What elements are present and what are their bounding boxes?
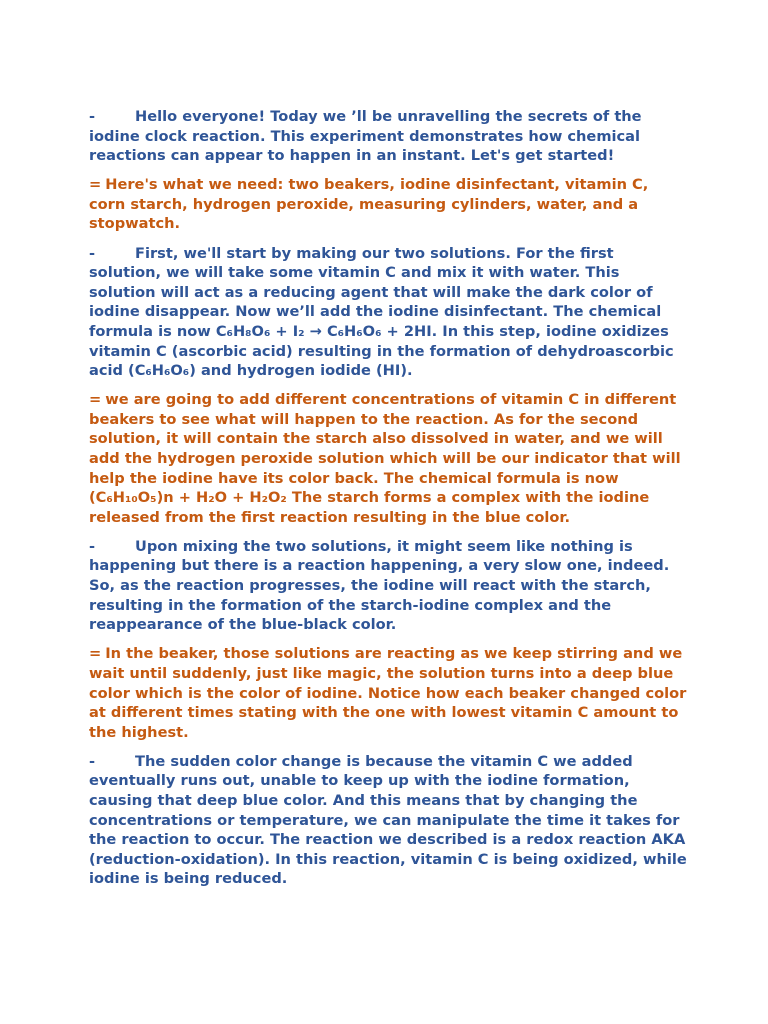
dash-marker: - xyxy=(89,244,96,262)
paragraph-text: we are going to add different concentrations of vitamin C in different beakers to see what will happen to the reaction. As for the second solution, it will contain the starch also dissolved in water, and we will add the hydrogen peroxide solution which will be our indicator that will help the iodine have its color back. The chemical formula is now (C₆H₁₀O₅)n + H₂O + H₂O₂ The starch forms a complex with the iodine released from the first reaction resulting in the blue color. xyxy=(89,391,681,526)
paragraph-beaker xyxy=(89,644,689,742)
document-page xyxy=(89,107,689,898)
paragraph-materials xyxy=(89,175,689,234)
paragraph-text: The sudden color change is because the vitamin C we added eventually runs out, unable to keep up with the iodine formation, causing that deep blue color. And this means that by changing the concentrations or temperature, we can manipulate the time it takes for the reaction to occur. The reaction we described is a redox reaction AKA (reduction-oxidation). In this reaction, vitamin C is being oxidized, while iodine is being reduced. xyxy=(89,752,687,888)
paragraph-explanation xyxy=(89,752,689,889)
dash-marker: - xyxy=(89,108,96,125)
paragraph-text: Upon mixing the two solutions, it might seem like nothing is happening but there is a reaction happening, a very slow one, indeed. So, as the reaction progresses, the iodine will react with the starch, resulting in the formation of the starch-iodine complex and the reappearance of the blue-black color. xyxy=(89,537,670,634)
equals-marker: = xyxy=(89,645,102,663)
paragraph-text: First, we'll start by making our two solutions. For the first solution, we will take some vitamin C and mix it with water. This solution will act as a reducing agent that will make the dark color of iodine disappear. Now we’ll add the iodine disinfectant. The chemical formula is now C₆H₈O₆ + I₂ → C₆H₆O₆ + 2HI. In this step, iodine oxidizes vitamin C (ascorbic acid) resulting in the formation of dehydroascorbic acid (C₆H₆O₆) and hydrogen iodide (HI). xyxy=(89,244,674,380)
paragraph-text: In the beaker, those solutions are reacting as we keep stirring and we wait until suddenly, just like magic, the solution turns into a deep blue color which is the color of iodine. Notice how each beaker changed color at different times stating with the one with lowest vitamin C amount to the highest. xyxy=(89,645,687,741)
paragraph-first-solution xyxy=(89,244,689,381)
paragraph-intro xyxy=(89,107,689,166)
dash-marker: - xyxy=(89,752,96,770)
paragraph-text: Hello everyone! Today we ’ll be unravelling the secrets of the iodine clock reaction. This experiment demonstrates how chemical reactions can appear to happen in an instant. Let's get started! xyxy=(89,108,642,165)
paragraph-mixing xyxy=(89,537,689,635)
equals-marker: = xyxy=(89,391,102,409)
paragraph-second-solution xyxy=(89,390,689,527)
paragraph-text: Here's what we need: two beakers, iodine disinfectant, vitamin C, corn starch, hydrogen peroxide, measuring cylinders, water, and a stopwatch. xyxy=(89,176,649,233)
dash-marker: - xyxy=(89,537,96,555)
equals-marker: = xyxy=(89,176,102,194)
